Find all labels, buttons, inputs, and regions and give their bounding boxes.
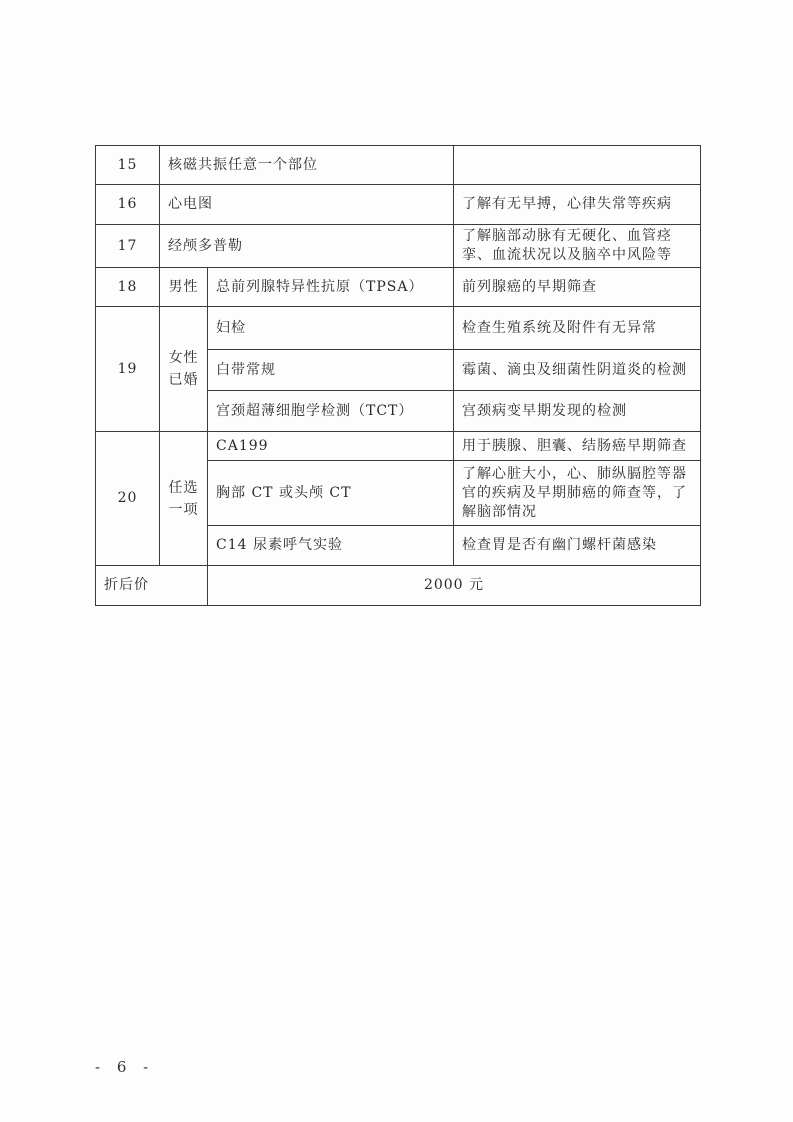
price-label: 折后价 xyxy=(96,566,208,606)
table-row xyxy=(96,432,701,461)
exam-item: 心电图 xyxy=(160,185,454,225)
page-number: - 6 - xyxy=(95,1058,155,1076)
price-row xyxy=(96,566,701,606)
exam-item: 宫颈超薄细胞学检测（TCT） xyxy=(208,391,454,432)
group-label: 男性 xyxy=(160,268,208,307)
exam-purpose: 检查胃是否有幽门螺杆菌感染 xyxy=(454,526,701,566)
exam-item: 总前列腺特异性抗原（TPSA） xyxy=(208,268,454,307)
table-row xyxy=(96,185,701,225)
table-row xyxy=(96,225,701,268)
row-number: 19 xyxy=(96,307,160,432)
exam-item: 白带常规 xyxy=(208,350,454,391)
group-label: 女性已婚 xyxy=(160,307,208,432)
table-row xyxy=(96,268,701,307)
row-number: 18 xyxy=(96,268,160,307)
exam-purpose xyxy=(454,146,701,185)
exam-purpose: 了解脑部动脉有无硬化、血管痉挛、血流状况以及脑卒中风险等 xyxy=(454,225,701,268)
table-row xyxy=(96,146,701,185)
group-label: 任选一项 xyxy=(160,432,208,566)
table-row xyxy=(96,307,701,350)
exam-purpose: 霉菌、滴虫及细菌性阴道炎的检测 xyxy=(454,350,701,391)
exam-purpose: 了解有无早搏，心律失常等疾病 xyxy=(454,185,701,225)
row-number: 15 xyxy=(96,146,160,185)
row-number: 20 xyxy=(96,432,160,566)
exam-item: 胸部 CT 或头颅 CT xyxy=(208,461,454,526)
row-number: 16 xyxy=(96,185,160,225)
exam-items-table xyxy=(95,145,701,606)
row-number: 17 xyxy=(96,225,160,268)
exam-purpose: 前列腺癌的早期筛查 xyxy=(454,268,701,307)
exam-item: 经颅多普勒 xyxy=(160,225,454,268)
exam-purpose: 宫颈病变早期发现的检测 xyxy=(454,391,701,432)
exam-item: 核磁共振任意一个部位 xyxy=(160,146,454,185)
price-value: 2000 元 xyxy=(208,566,701,606)
exam-item: CA199 xyxy=(208,432,454,461)
exam-purpose: 了解心脏大小，心、肺纵膈腔等器官的疾病及早期肺癌的筛查等，了解脑部情况 xyxy=(454,461,701,526)
exam-item: C14 尿素呼气实验 xyxy=(208,526,454,566)
exam-purpose: 检查生殖系统及附件有无异常 xyxy=(454,307,701,350)
exam-item: 妇检 xyxy=(208,307,454,350)
exam-purpose: 用于胰腺、胆囊、结肠癌早期筛查 xyxy=(454,432,701,461)
